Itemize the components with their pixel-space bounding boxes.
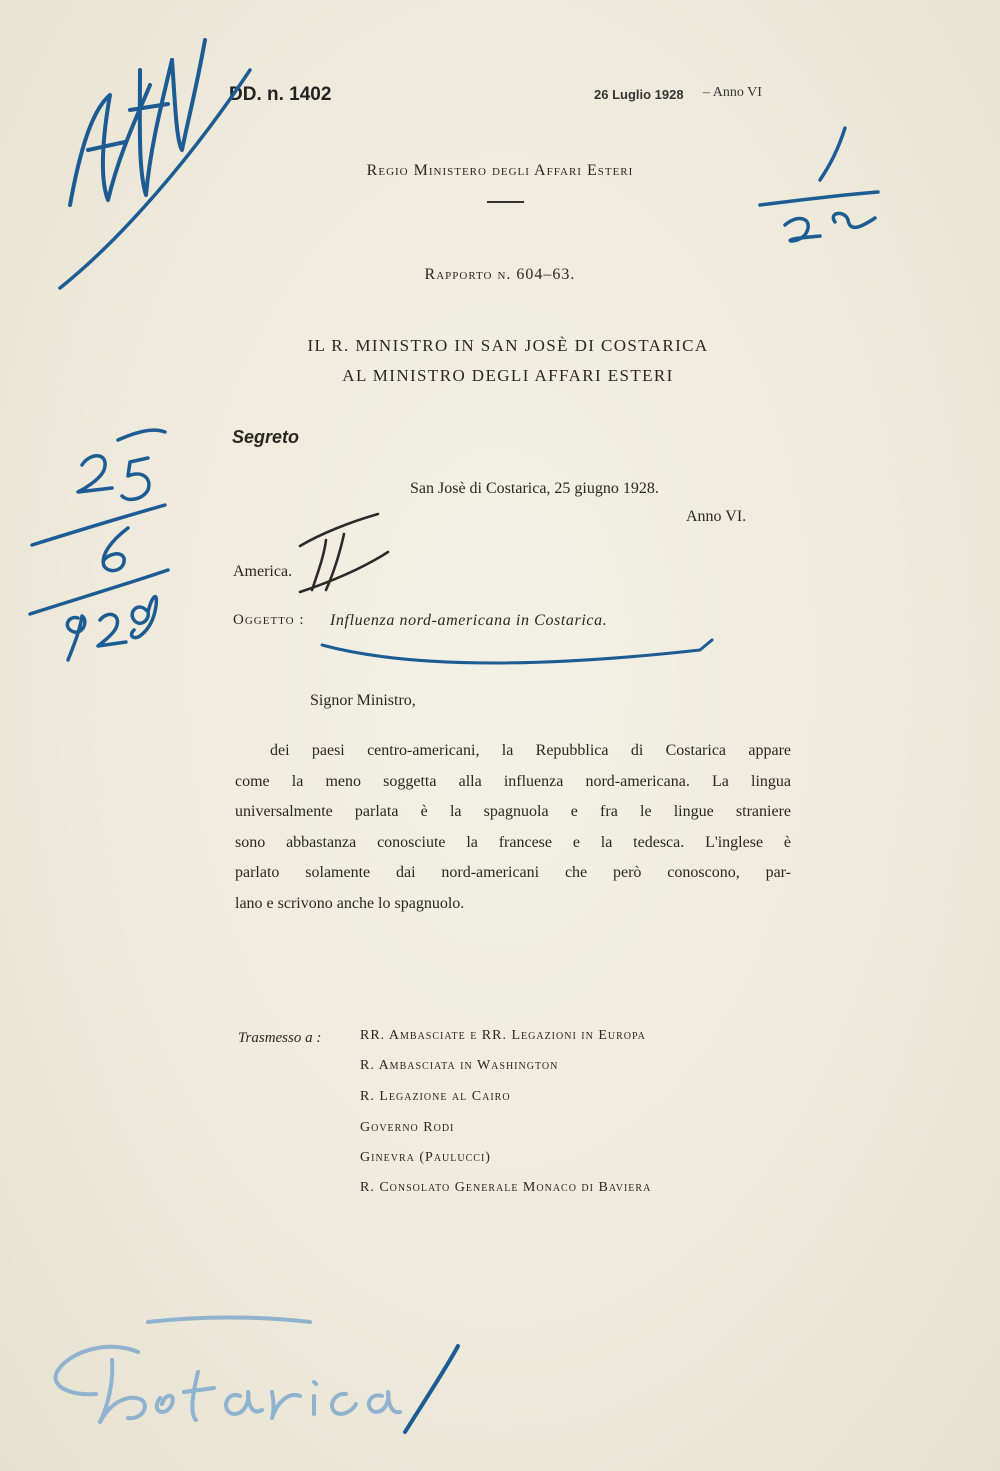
ministry-title: Regio Ministero degli Affari Esteri <box>366 162 634 179</box>
subject-value: Influenza nord-americana in Costarica. <box>330 612 608 629</box>
recipient-item: Governo Rodi <box>360 1120 455 1135</box>
recipient-item: RR. Ambasciate e RR. Legazioni in Europa <box>360 1028 646 1043</box>
handwritten-underline <box>322 640 712 663</box>
recipient-item: R. Ambasciata in Washington <box>360 1058 559 1073</box>
handwritten-date <box>30 430 168 660</box>
anno-line: Anno VI. <box>686 508 747 525</box>
report-number: Rapporto n. 604–63. <box>424 266 576 283</box>
title-divider <box>487 201 524 203</box>
recipient-item: Ginevra (Paulucci) <box>360 1150 491 1165</box>
header-anno: – Anno VI <box>703 85 762 100</box>
place-date: San Josè di Costarica, 25 giugno 1928. <box>410 480 659 497</box>
body-line: lano e scrivono anche lo spagnuolo. <box>235 894 465 912</box>
transmitted-label: Trasmesso a : <box>238 1030 322 1046</box>
handwritten-atti <box>70 40 205 205</box>
series-label: America. <box>233 563 293 580</box>
body-line: sono abbastanza conosciute la francese e la tedesca. L'inglese è <box>235 833 791 851</box>
subject-label: Oggetto : <box>233 612 305 628</box>
handwritten-fraction <box>760 128 878 241</box>
classification-label: Segreto <box>232 427 300 447</box>
body-paragraph <box>235 736 791 919</box>
handwritten-costarica <box>56 1318 400 1423</box>
body-line: parlato solamente dai nord-americani che però conoscono, par- <box>235 864 791 881</box>
header-date: 26 Luglio 1928 <box>594 87 684 102</box>
handwritten-series-mark <box>300 514 388 592</box>
recipient-item: R. Legazione al Cairo <box>360 1089 511 1104</box>
handwritten-number-one <box>405 1346 458 1432</box>
recipient-item: R. Consolato Generale Monaco di Baviera <box>360 1180 652 1195</box>
document-number: DD. n. 1402 <box>229 84 332 105</box>
body-line: come la meno soggetta alla influenza nord-americana. La lingua <box>235 772 791 790</box>
salutation: Signor Ministro, <box>310 692 416 709</box>
address-line-from: IL R. MINISTRO IN SAN JOSÈ DI COSTARICA <box>307 336 709 355</box>
body-line: universalmente parlata è la spagnuola e fra le lingue straniere <box>235 803 791 820</box>
address-line-to: AL MINISTRO DEGLI AFFARI ESTERI <box>342 366 674 385</box>
body-line: dei paesi centro-americani, la Repubblica di Costarica appare <box>270 742 791 759</box>
